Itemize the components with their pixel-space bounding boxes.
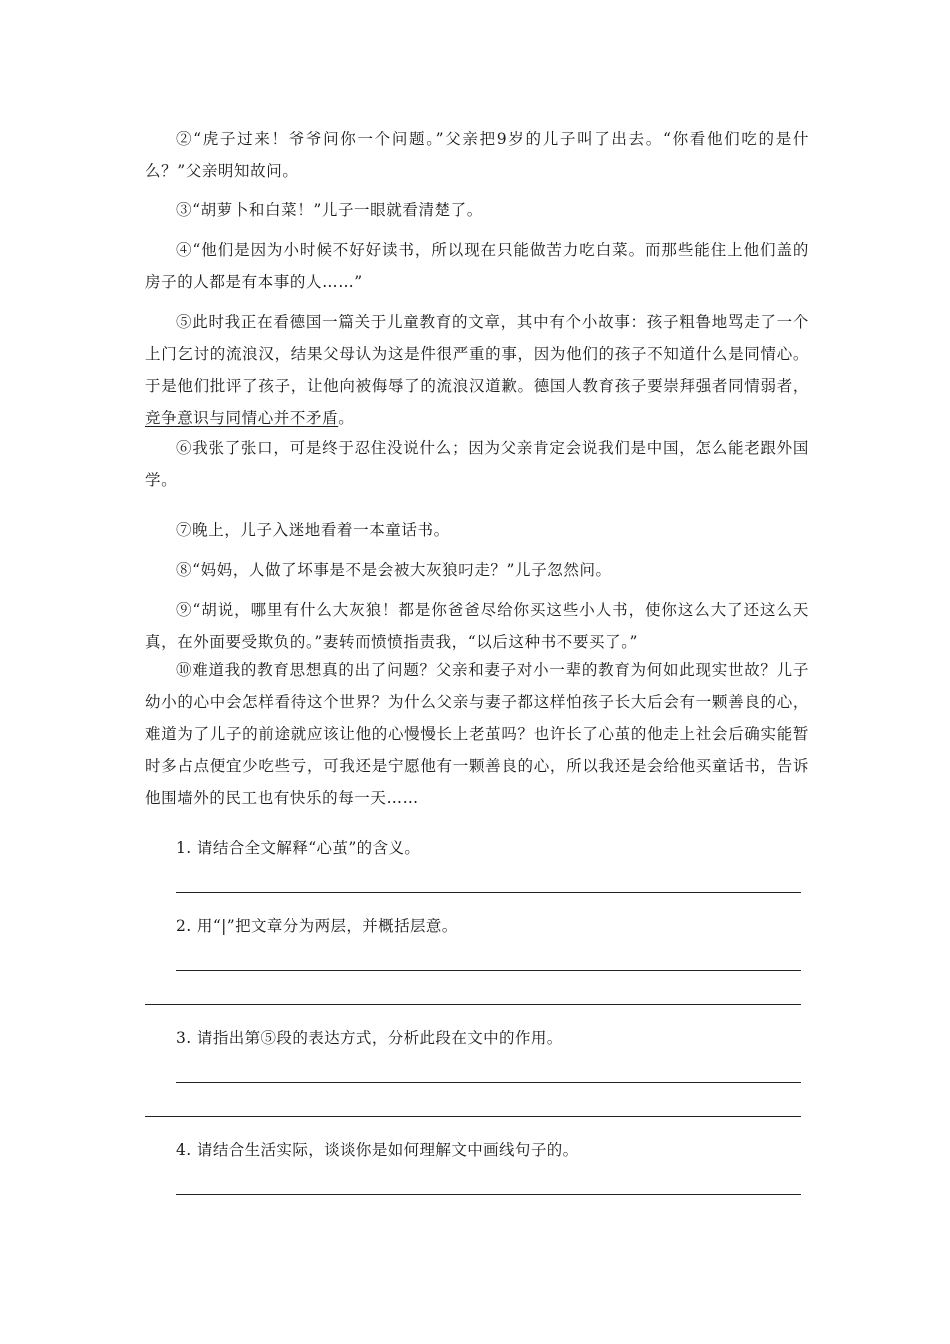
paragraph-8: ⑧“妈妈，人做了坏事是不是会被大灰狼叼走？”儿子忽然问。 xyxy=(176,561,612,579)
answer-line[interactable] xyxy=(145,1004,801,1005)
paragraph-3: ③“胡萝卜和白菜！”儿子一眼就看清楚了。 xyxy=(176,201,483,219)
paragraph-5-text: ⑤此时我正在看德国一篇关于儿童教育的文章，其中有个小故事：孩子粗鲁地骂走了一个上门乞讨的流浪汉，结果父母认为这是件很严重的事，因为他们的孩子不知道什么是同情心。于是他们批评了孩子，让他向被侮辱了的流浪汉道歉。德国人教育孩子要崇拜强者同情弱者， xyxy=(145,313,809,395)
paragraph-6: ⑥我张了张口，可是终于忍住没说什么；因为父亲肯定会说我们是中国，怎么能老跟外国学。 xyxy=(145,439,809,489)
answer-line[interactable] xyxy=(176,892,801,893)
paragraph-7: ⑦晚上，儿子入迷地看着一本童话书。 xyxy=(176,521,450,539)
question-4: 4. 请结合生活实际，谈谈你是如何理解文中画线句子的。 xyxy=(176,1141,579,1159)
paragraph-5 xyxy=(145,306,809,434)
question-3: 3. 请指出第⑤段的表达方式，分析此段在文中的作用。 xyxy=(176,1029,563,1047)
question-1: 1. 请结合全文解释“心茧”的含义。 xyxy=(176,839,421,857)
paragraph-5-end: 。 xyxy=(338,409,355,427)
answer-line[interactable] xyxy=(145,1116,801,1117)
underlined-sentence: 竞争意识与同情心并不矛盾 xyxy=(145,409,339,427)
answer-line[interactable] xyxy=(176,1082,801,1083)
paragraph-9: ⑨“胡说，哪里有什么大灰狼！都是你爸爸尽给你买这些小人书，使你这么大了还这么天真，在外面要受欺负的。”妻转而愤愤指责我，“以后这种书不要买了。” xyxy=(145,601,809,651)
paragraph-10: ⑩难道我的教育思想真的出了问题？父亲和妻子对小一辈的教育为何如此现实世故？儿子幼小的心中会怎样看待这个世界？为什么父亲与妻子都这样怕孩子长大后会有一颗善良的心，难道为了儿子的前途就应该让他的心慢慢长上老茧吗？也许长了心茧的他走上社会后确实能暂时多占点便宜少吃些亏，可我还是宁愿他有一颗善良的心，所以我还是会给他买童话书，告诉他围墙外的民工也有快乐的每一天…… xyxy=(145,661,809,807)
paragraph-2: ②“虎子过来！爷爷问你一个问题。”父亲把9岁的儿子叫了出去。“你看他们吃的是什么？”父亲明知故问。 xyxy=(145,130,809,180)
answer-line[interactable] xyxy=(176,1194,801,1195)
answer-line[interactable] xyxy=(176,970,801,971)
paragraph-4: ④“他们是因为小时候不好好读书，所以现在只能做苦力吃白菜。而那些能住上他们盖的房子的人都是有本事的人……” xyxy=(145,241,809,291)
question-2: 2. 用“|”把文章分为两层，并概括层意。 xyxy=(176,917,458,935)
